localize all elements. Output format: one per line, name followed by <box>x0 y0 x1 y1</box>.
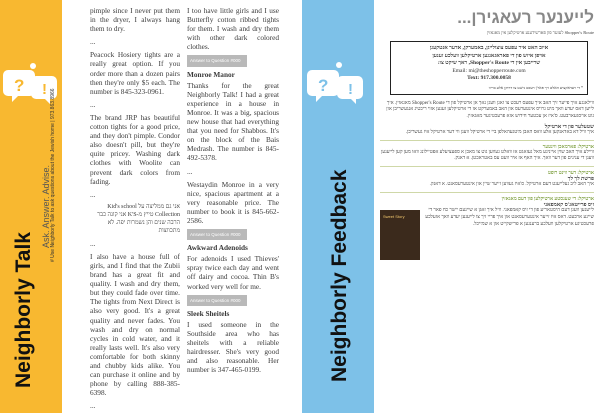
section-heading: Sleek Sheitels <box>187 308 230 318</box>
col2-paragraph-1: I too have little girls and I use Butterfly cotton ribbed tights for them. I wash and dry them with other dark colored clothes. <box>187 6 279 52</box>
feedback-title-1: פרשת לך לך <box>567 176 594 183</box>
divider <box>380 140 594 141</box>
col1-paragraph-5: I also have a house full of girls, and I find that the Zubii brand has a great fit and quality. I wash and dry them, but they could fade over time. The tights from Next Direct is also very good. It's a great quality and never fades. You wash and dry on normal cycles in cold water, and it really lasts well. It's also very comfortable for both skinny and chubby kids alike. You can purchase it online and by phone by calling 888-385-6398. <box>90 251 180 398</box>
col2-paragraph-5: I used someone in the Southside area who has sheitels with a reliable hairdresser. She's very good and also reasonable. Her number is 347-465-0199. <box>187 319 279 375</box>
separator: ... <box>187 166 193 176</box>
feedback-subheading: Shopper's Route לעזער פון פארשידענע ארטיקלען אין מאגאזין <box>486 30 594 35</box>
contact-line-2: אויפן איזש פון די פאראגאנגען ארטיקלען וועלכע זענען <box>432 52 546 59</box>
right-tab-title: Neighborly Feedback <box>328 169 351 382</box>
article-thumbnail-image <box>380 210 420 260</box>
divider <box>380 166 594 167</box>
separator: ... <box>90 401 96 411</box>
col1-paragraph-2: Peacock Hosiery tights are a really great option. If you order more than a dozen pairs then they're only $5 each. The number is 845-323-0961. <box>90 50 180 96</box>
svg-text:?: ? <box>318 76 329 95</box>
answer-label: Answer to Question #000 <box>187 55 247 66</box>
separator: ... <box>90 238 96 248</box>
feedback-article-heading-1: ארטיקל: פארמאכן ווינטער <box>542 144 594 150</box>
contact-text: Text: 917.300.0058 <box>467 75 511 81</box>
left-tab-small-text: # Use Neighborly Talk to ask questions about the Jewish home | 973.863.8966 <box>50 88 56 262</box>
speech-bubbles-icon <box>306 60 368 116</box>
col1-paragraph-1: pimple since I never put them in the dryer, I always hang them to dry. <box>90 6 180 34</box>
left-tab-title: Neighborly Talk <box>12 232 35 388</box>
section-heading: Awkward Adenoids <box>187 243 248 253</box>
svg-text:!: ! <box>42 81 47 98</box>
feedback-body-4: איך האב ליב געלייענט דעם ארטיקל. ס'איז געווען זייער שיין און אינטערעסאנט. א דאנק. <box>429 182 594 188</box>
feedback-body-5: לייענען וועגן דעם היסטאריע פון די זיס קאמפאני. וויל איך זאגן א שיינעם יישר כח פאר די שיינע ארבעט. דאס איז זייער אינטערעסאנט און איך פריי זיך צו לייענען יעדע וואך אזעלכע פרעכטיגע ארטיקלען וועלכע ברענגען א פרישקייט און א שמייכל. <box>425 208 594 227</box>
svg-text:!: ! <box>348 81 353 98</box>
col2-paragraph-3: Westaydin Monroe in a very nice, spacious apartment at a very reasonable price. The number to book it is 845-662-2586. <box>187 179 279 225</box>
answer-label: Answer to Question #000 <box>187 295 247 306</box>
answer-label: Answer to Question #000 <box>187 229 247 240</box>
col2-paragraph-4: For adenoids I used Thieves' spray twice each day and went off dairy and cocoa. Thin B's worked very well for me. <box>187 254 279 291</box>
feedback-body-3: וויילע איך האב שוין אייניגע מאל געזאגט אז וואלט געווען גוט צו מאכן א ספעציעלע אפטיילונג וואו מען קען לייענען וועגן די ענינים פון דער וואך. איך האף אז איר וועט עס באטראכטן. א דאנק. <box>380 149 594 162</box>
feedback-body-2: איך וויל דא באדאנקען אלע וואס האבן מיטגעהאלפן ביי די ארטיקל וועגן ווי דער ארטיקל איז געשריבן. <box>405 129 594 135</box>
divider <box>380 192 594 193</box>
thumbnail-caption: Sweet Story <box>383 214 405 220</box>
separator: ... <box>90 99 96 109</box>
left-tab-subtitle: Ask. Answer. Advise. <box>41 164 51 248</box>
separator: ... <box>90 189 96 199</box>
feedback-article-heading-2: ארטיקל: דער ווינט רופט <box>547 171 594 177</box>
col1-paragraph-4: אני גם ממליצה על Kid's school Collection טייץ מ-K'S אני קונה כבר הרבה שנים והן נשמרות יפה. לא מתכווצות <box>97 203 180 234</box>
svg-text:?: ? <box>14 76 25 95</box>
contact-line-1: איוב האט איר עפעס צוצולייגן, באמערקן, אדער אנטקעגן <box>429 45 549 51</box>
column-2 <box>187 6 279 378</box>
contact-box <box>390 41 588 95</box>
contact-email[interactable]: Email: mi@theshopperroute.com <box>452 67 526 74</box>
feedback-page <box>380 8 594 260</box>
feedback-body-1: ווילאנגע איך פייער זיך האב איך עפעס רעכט צו זאגן וועגן נאך אן ארטיקל פון די Shopper's Route מאגאזין. איך לייען דאס יעדע וואך מיט גרויס אינטערעס און האב באמערקט אז די ארטיקלען זענען אזוי ריכטיג אנגעשריבן און גוט אויסגעארבעט. ס'איז אן עכטער חידוש אזא פרעכטיגער מאגאזין. <box>386 100 594 120</box>
left-section-tab <box>0 0 62 413</box>
separator: ... <box>90 37 96 47</box>
col1-paragraph-3: The brand JRP has beautiful cotton tights for a good price, and they don't pimple. Condor also doesn't pill, but they're quite pricey. Washing dark clothes with Woolite can prevent dark colors from fading. <box>90 112 180 186</box>
section-heading: Monroe Manor <box>187 69 235 79</box>
contact-footer: * די רעדאקציע האלט זיך פאר'ן רעכט נישט צו דרוקן אלע בריוו <box>488 84 583 90</box>
feedback-title-2: זיס פרייטאג'ס קאמפאני <box>543 202 594 209</box>
right-section-tab <box>302 0 374 413</box>
feedback-subtitle: שטעלער פון די ארטיקל <box>544 123 594 130</box>
contact-line-3: שרייבען אין די Shopper's Route, ראך שיקט צו: <box>437 60 541 66</box>
col2-paragraph-2: Thanks for the great Neighborly Talk! I had a great experience in a house in Monroe. It was a big, spacious new house that had everything that you need for Shabbos. It's on the block of the Bais Medrash. The number is 845-492-5378. <box>187 80 279 163</box>
column-1 <box>90 6 180 413</box>
feedback-article-heading-3: ארטיקל: די שענסטע ארטיקלען פון דעם מאגאזין <box>501 197 594 203</box>
feedback-heading: לייענער רעאגירן... <box>457 8 594 27</box>
